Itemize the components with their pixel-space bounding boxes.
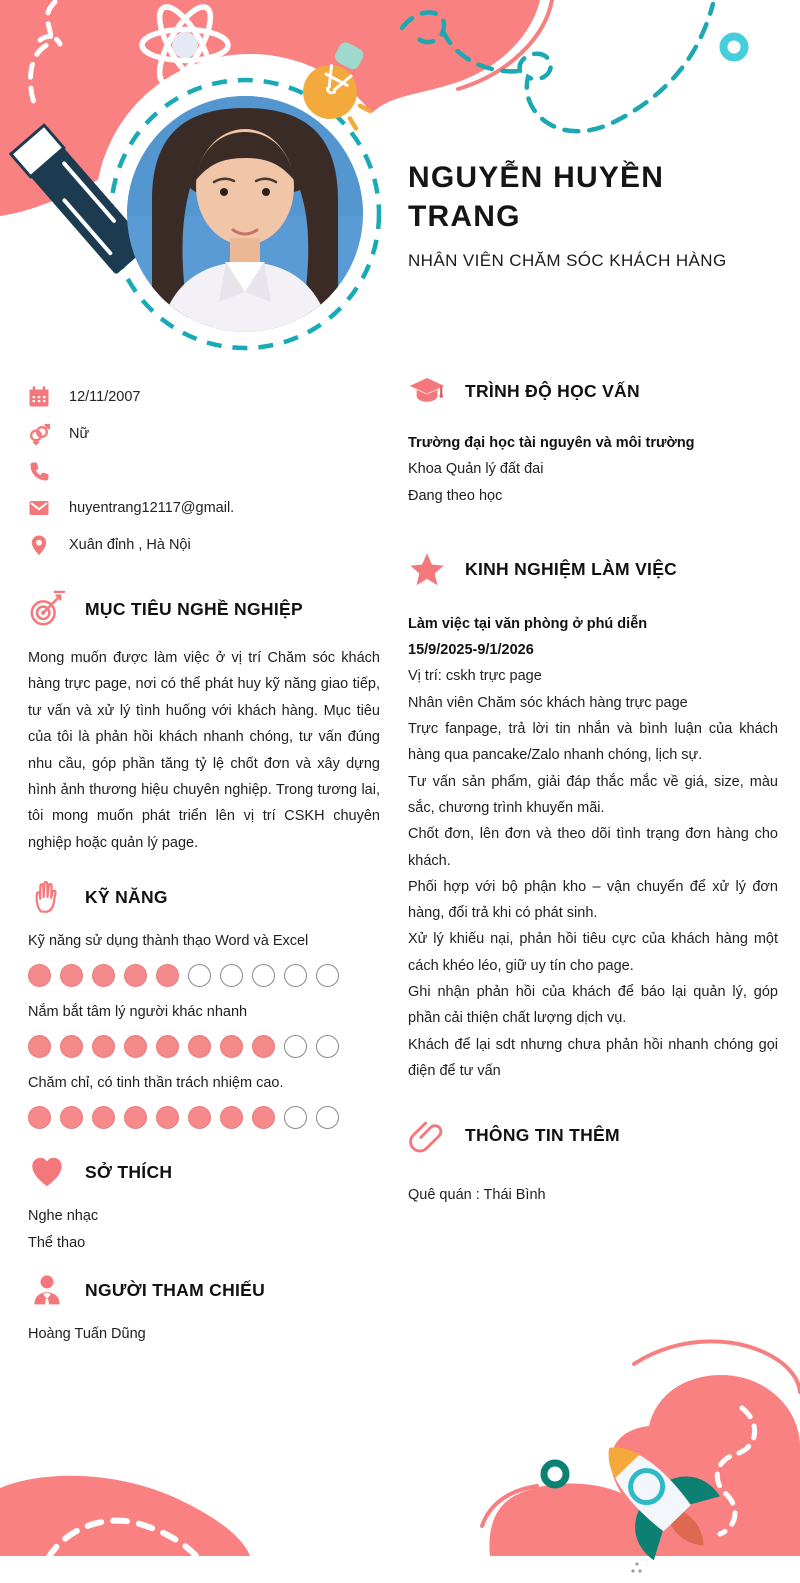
education-line: Đang theo học (408, 487, 503, 504)
paperclip-icon (408, 1116, 446, 1154)
additional-lines (408, 1182, 778, 1208)
objective-text: Mong muốn được làm việc ở vị trí Chăm sóc khách hàng trực page, nơi có thể phát huy kỹ năng giao tiếp, tư vấn và xử lý tình huống với khách hàng. Mục tiêu của tôi là phản hồi khách nhanh chóng, tư vấn đúng nhu cầu, góp phần tăng tỷ lệ chốt đơn và xây dựng hình ảnh thương hiệu chuyên nghiệp. Trong tương lai, tôi mong muốn phát triển lên vị trí CSKH chuyên nghiệp hoặc quản lý page. (28, 650, 380, 851)
section-header-skills (28, 878, 380, 916)
contact-text: 12/11/2007 (69, 388, 141, 405)
skill-dot-empty (316, 1106, 339, 1129)
contact-item (28, 526, 380, 563)
contact-list (28, 378, 380, 563)
skill-dot-empty (284, 964, 307, 987)
skill-dot-filled (220, 1106, 243, 1129)
contact-text: Xuân đỉnh , Hà Nội (69, 536, 191, 553)
experience-line: Khách để lại sdt nhưng chưa phản hồi nhanh chóng gọi điện để tư vấn (408, 1036, 778, 1079)
name-block (408, 158, 738, 271)
job-title: NHÂN VIÊN CHĂM SÓC KHÁCH HÀNG (408, 251, 727, 270)
section-objective (28, 590, 380, 856)
education-line: Khoa Quản lý đất đai (408, 461, 544, 478)
experience-line: Tư vấn sản phẩm, giải đáp thắc mắc về giá, size, màu sắc, chương trình khuyến mãi. (408, 773, 778, 816)
teal-ring-icon (544, 1463, 566, 1485)
skill-dot-empty (284, 1106, 307, 1129)
skill-dot-filled (156, 1035, 179, 1058)
contact-item (28, 489, 380, 526)
section-title-objective: MỤC TIÊU NGHỀ NGHIỆP (85, 598, 303, 619)
skill-dot-empty (252, 964, 275, 987)
section-title-reference: NGƯỜI THAM CHIẾU (85, 1279, 266, 1300)
right-column (408, 372, 778, 1208)
skill-dot-empty (316, 1035, 339, 1058)
hand-icon (28, 878, 66, 916)
section-experience (408, 551, 778, 1084)
location-icon (28, 534, 50, 556)
experience-line: Trực fanpage, trả lời tin nhắn và bình luận của khách hàng qua pancake/Zalo nhanh chóng, lịch sự. (408, 721, 778, 764)
person-icon (28, 1271, 66, 1309)
experience-employer: Làm việc tại văn phòng ở phú diễn (408, 615, 648, 632)
skill-dot-filled (188, 1035, 211, 1058)
skill-label: Kỹ năng sử dụng thành thạo Word và Excel (28, 933, 309, 950)
skill-dot-filled (220, 1035, 243, 1058)
experience-line: Chốt đơn, lên đơn và theo dõi tình trạng đơn hàng cho khách. (408, 826, 778, 869)
email-icon (28, 497, 50, 519)
contact-text: huyentrang12117@gmail. (69, 499, 235, 516)
section-header-hobbies (28, 1153, 380, 1191)
skill-dot-filled (252, 1035, 275, 1058)
skill-dot-filled (28, 964, 51, 987)
section-header-experience (408, 551, 778, 589)
skill-dot-filled (60, 964, 83, 987)
experience-line: Xử lý khiếu nại, phản hồi tiêu cực của khách hàng một cách khéo léo, giữ uy tín cho page. (408, 931, 778, 974)
section-title-experience: KINH NGHIỆM LÀM VIỆC (465, 559, 678, 580)
additional-line: Quê quán : Thái Bình (408, 1187, 546, 1204)
education-school: Trường đại học tài nguyên và môi trường (408, 435, 695, 451)
skill-dot-filled (28, 1106, 51, 1129)
candidate-name: NGUYỄN HUYỀN TRANG (408, 161, 665, 233)
skill-dot-filled (188, 1106, 211, 1129)
section-header-objective (28, 590, 380, 628)
skill-level-dots (28, 1106, 380, 1129)
skill-dot-filled (252, 1106, 275, 1129)
skill-level-dots (28, 964, 380, 987)
skill-dot-empty (220, 964, 243, 987)
section-header-additional (408, 1116, 778, 1154)
experience-period: 15/9/2025-9/1/2026 (408, 642, 534, 659)
cyan-ring-icon (724, 37, 745, 58)
skill-dot-filled (124, 964, 147, 987)
skill-dot-filled (28, 1035, 51, 1058)
footer-decoration (0, 1330, 800, 1583)
skill-dot-filled (124, 1106, 147, 1129)
experience-line: Phối hợp với bộ phận kho – vận chuyển để xử lý đơn hàng, đổi trả khi có phát sinh. (408, 878, 778, 922)
calendar-icon (28, 386, 50, 408)
skill-level-dots (28, 1035, 380, 1058)
target-icon (28, 590, 66, 628)
skill-dot-filled (156, 964, 179, 987)
hobby-list (28, 1203, 380, 1257)
graduation-cap-icon (408, 372, 446, 410)
education-lines (408, 456, 778, 509)
experience-line: Vị trí: cskh trực page (408, 668, 542, 685)
skill-dot-filled (124, 1035, 147, 1058)
skill-item (28, 1071, 380, 1129)
coral-blob-bottom-left (0, 1476, 250, 1556)
star-icon (408, 551, 446, 589)
skill-label: Chăm chỉ, có tinh thần trách nhiệm cao. (28, 1075, 284, 1092)
skill-dot-filled (60, 1035, 83, 1058)
contact-item (28, 415, 380, 452)
contact-item (28, 378, 380, 415)
experience-line: Ghi nhận phản hồi của khách để báo lại quản lý, góp phần cải thiện chất lượng dịch vụ. (408, 984, 778, 1027)
section-title-additional: THÔNG TIN THÊM (465, 1124, 620, 1145)
section-title-hobbies: SỞ THÍCH (85, 1161, 173, 1182)
skill-dot-filled (60, 1106, 83, 1129)
section-hobbies (28, 1153, 380, 1257)
experience-lines (408, 663, 778, 1084)
section-header-reference (28, 1271, 380, 1309)
hobby-item: Thể thao (28, 1235, 86, 1252)
skill-dot-empty (188, 964, 211, 987)
contact-item (28, 452, 380, 489)
hobby-item: Nghe nhạc (28, 1208, 99, 1225)
experience-line: Nhân viên Chăm sóc khách hàng trực page (408, 694, 688, 711)
section-header-education (408, 372, 778, 410)
skill-dot-filled (92, 1035, 115, 1058)
skill-dot-empty (316, 964, 339, 987)
reference-item: Hoàng Tuấn Dũng (28, 1326, 146, 1343)
section-education (408, 372, 778, 509)
section-title-education: TRÌNH ĐỘ HỌC VẤN (465, 380, 640, 401)
gender-icon (28, 423, 50, 445)
skill-dot-filled (156, 1106, 179, 1129)
left-column (28, 378, 380, 1348)
skill-item (28, 929, 380, 987)
heart-icon (28, 1153, 66, 1191)
section-additional (408, 1116, 778, 1208)
section-title-skills: KỸ NĂNG (85, 886, 168, 907)
skill-dot-filled (92, 1106, 115, 1129)
skills-list (28, 929, 380, 1129)
contact-text: Nữ (69, 425, 90, 442)
profile-photo (127, 96, 363, 332)
skill-dot-empty (284, 1035, 307, 1058)
section-skills (28, 878, 380, 1129)
skill-dot-filled (92, 964, 115, 987)
phone-icon (28, 460, 50, 482)
skill-item (28, 1000, 380, 1058)
skill-label: Nắm bắt tâm lý người khác nhanh (28, 1004, 248, 1021)
